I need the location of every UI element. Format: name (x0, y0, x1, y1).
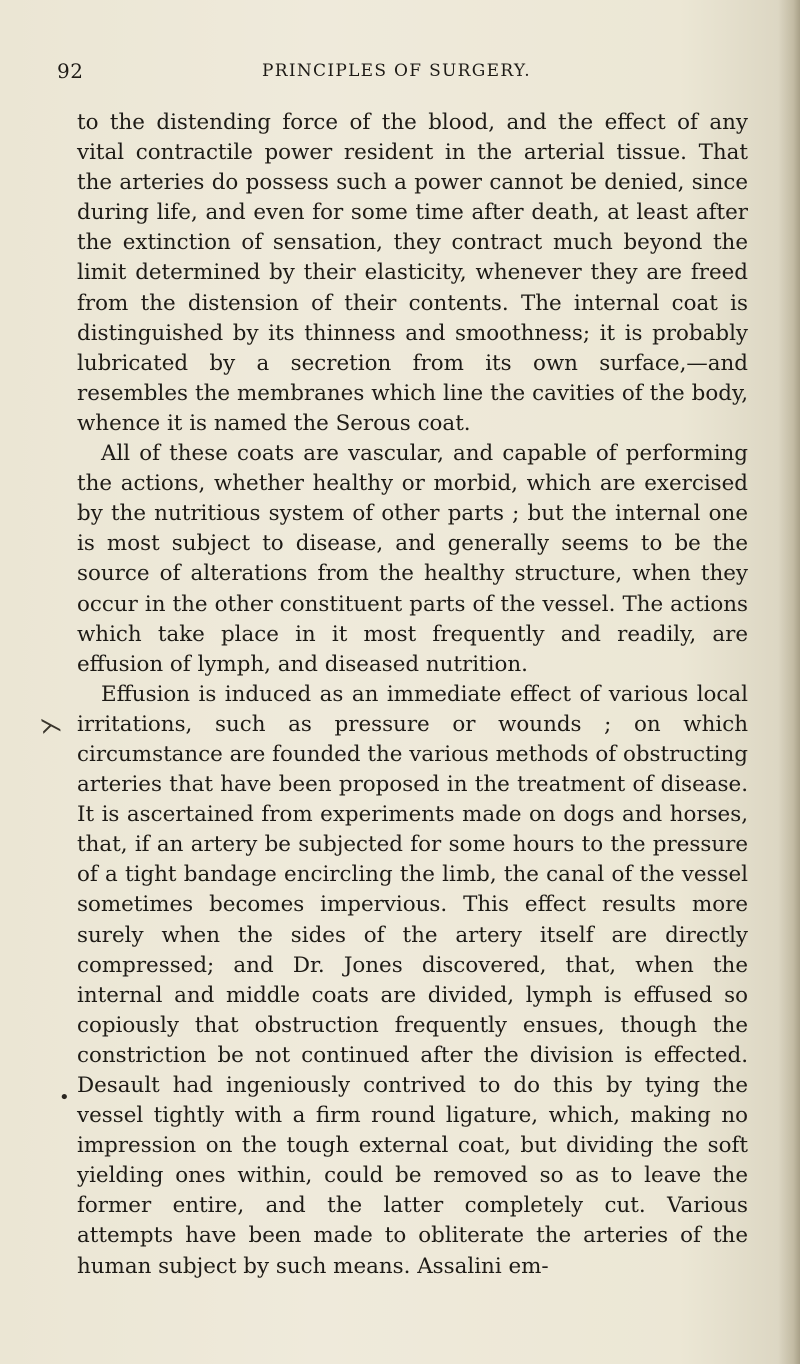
running-header (0, 59, 800, 89)
paragraph-3: Effusion is induced as an immediate effect of various local irritations, such as pressure or wounds ; on which circumstance are founded the various methods of obstructing arteries that have been proposed in the treatment of disease. It is ascertained from experiments made on dogs and horses, that, if an artery be subjected for some hours to the pressure of a tight bandage encircling the limb, the canal of the vessel sometimes becomes impervious. This effect results more surely when the sides of the artery itself are directly compressed; and Dr. Jones discovered, that, when the internal and middle coats are divided, lymph is effused so copiously that obstruction frequently ensues, though the constriction be not continued after the division is effected. Desault had ingeniously contrived to do this by tying the vessel tightly with a firm round ligature, which, making no impression on the tough external coat, but dividing the soft yielding ones within, could be removed so as to leave the former entire, and the latter completely cut. Various attempts have been made to obliterate the arteries of the human subject by such means. Assalini em- (77, 681, 748, 1279)
paragraph-2: All of these coats are vascular, and capable of performing the actions, whether healthy or morbid, which are exercised by the nutritious system of other parts ; but the internal one is most subject to disease, and generally seems to be the source of alterations from the healthy structure, when they occur in the other constituent parts of the vessel. The actions which take place in it most frequently and readily, are effusion of lymph, and diseased nutrition. (77, 441, 748, 677)
pencil-margin-dot: • (59, 1087, 70, 1108)
page-edge-shadow (778, 0, 800, 1364)
body-text (77, 108, 748, 1282)
running-title: PRINCIPLES OF SURGERY. (262, 61, 531, 81)
page-number: 92 (57, 59, 84, 83)
pencil-margin-mark: ⋋ (38, 711, 64, 740)
paragraph-1: to the distending force of the blood, and the effect of any vital contractile power resident in the arterial tissue. That the arteries do possess such a power cannot be denied, since during life, and even for some time after death, at least after the extinction of sensation, they contract much beyond the limit determined by their elasticity, whenever they are freed from the distension of their contents. The internal coat is distinguished by its thinness and smoothness; it is probably lubricated by a secretion from its own surface,—and resembles the membranes which line the cavities of the body, whence it is named the Serous coat. (77, 110, 748, 436)
